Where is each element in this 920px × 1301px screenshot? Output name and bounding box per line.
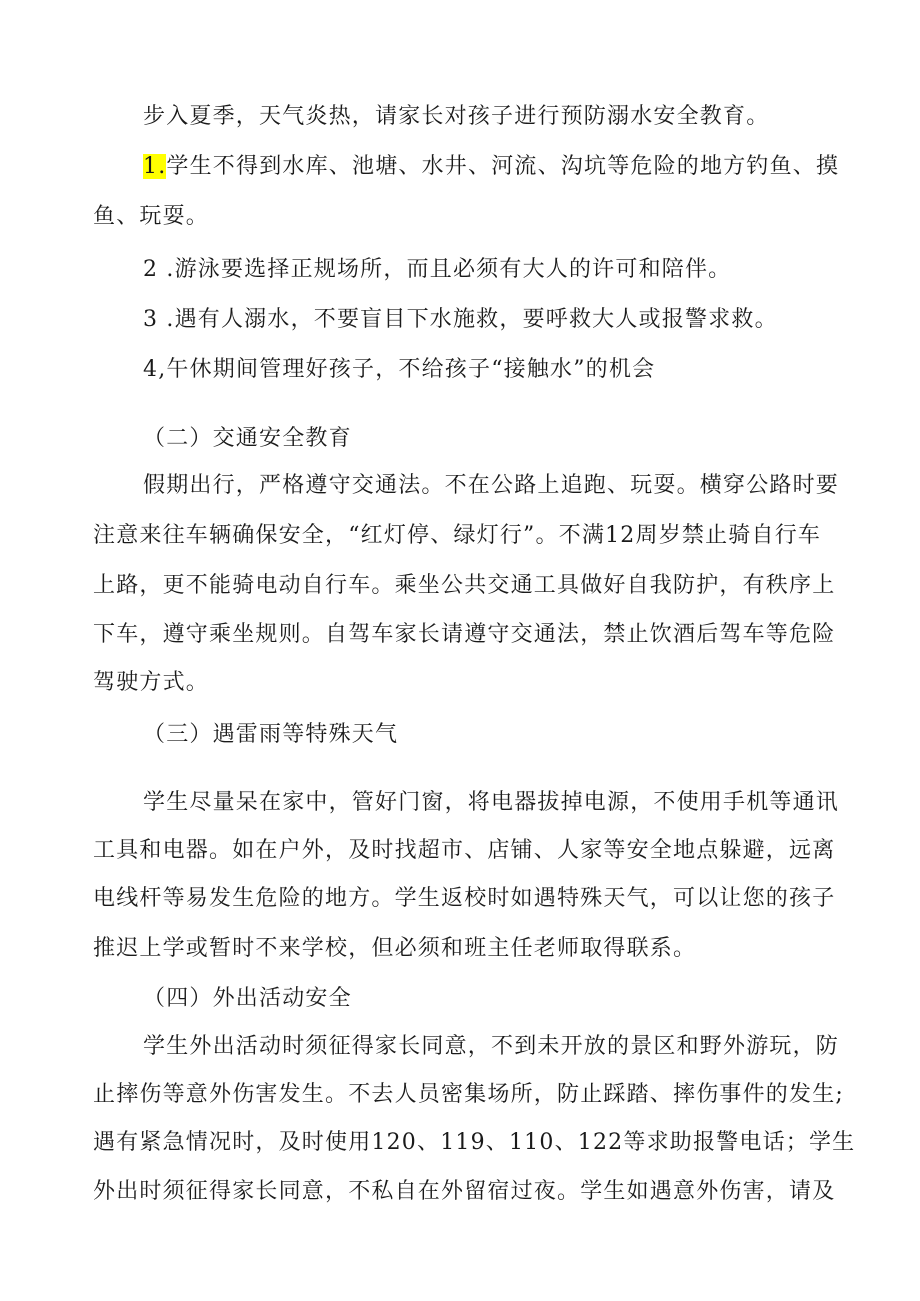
list-item-3: 3 .遇有人溺水，不要盲目下水施救，要呼救大人或报警求救。 bbox=[143, 307, 778, 332]
list-item-1-continuation: 鱼、玩耍。 bbox=[93, 204, 210, 229]
paragraph-line: 工具和电器。如在户外，及时找超市、店铺、人家等安全地点躲避，远离 bbox=[93, 838, 836, 863]
list-item-1 bbox=[143, 153, 839, 181]
paragraph-line: 假期出行，严格遵守交通法。不在公路上追跑、玩耍。横穿公路时要 bbox=[143, 473, 840, 498]
list-item-1-text: 学生不得到水库、池塘、水井、河流、沟坑等危险的地方钓鱼、摸 bbox=[166, 154, 840, 179]
paragraph-line: 遇有紧急情况时，及时使用120、119、110、122等求助报警电话；学生 bbox=[93, 1130, 856, 1155]
paragraph-line: 学生外出活动时须征得家长同意，不到未开放的景区和野外游玩，防 bbox=[143, 1034, 840, 1059]
section-heading-traffic: （二）交通安全教育 bbox=[143, 426, 352, 451]
paragraph-line: 驾驶方式。 bbox=[93, 670, 210, 695]
section-heading-weather: （三）遇雷雨等特殊天气 bbox=[143, 722, 399, 747]
section-heading-outdoor: （四）外出活动安全 bbox=[143, 986, 352, 1011]
paragraph-line: 止摔伤等意外伤害发生。不去人员密集场所，防止踩踏、摔伤事件的发生; bbox=[93, 1082, 845, 1107]
highlighted-item-number: 1. bbox=[143, 154, 167, 179]
paragraph-line: 下车，遵守乘坐规则。自驾车家长请遵守交通法，禁止饮酒后驾车等危险 bbox=[93, 622, 836, 647]
paragraph-line: 上路，更不能骑电动自行车。乘坐公共交通工具做好自我防护，有秩序上 bbox=[93, 573, 836, 598]
paragraph-line: 注意来往车辆确保安全，“红灯停、绿灯行”。不满12周岁禁止骑自行车 bbox=[93, 523, 822, 548]
paragraph-line: 学生尽量呆在家中，管好门窗，将电器拔掉电源，不使用手机等通讯 bbox=[143, 790, 840, 815]
paragraph-line: 电线杆等易发生危险的地方。学生返校时如遇特殊天气，可以让您的孩子 bbox=[93, 886, 836, 911]
intro-paragraph: 步入夏季，天气炎热，请家长对孩子进行预防溺水安全教育。 bbox=[143, 104, 770, 129]
list-item-4: 4,午休期间管理好孩子，不给孩子“接触水”的机会 bbox=[143, 357, 656, 382]
paragraph-line: 推迟上学或暂时不来学校，但必须和班主任老师取得联系。 bbox=[93, 936, 697, 961]
list-item-2: 2 .游泳要选择正规场所，而且必须有大人的许可和陪伴。 bbox=[143, 257, 732, 282]
paragraph-line: 外出时须征得家长同意，不私自在外留宿过夜。学生如遇意外伤害，请及 bbox=[93, 1179, 836, 1204]
